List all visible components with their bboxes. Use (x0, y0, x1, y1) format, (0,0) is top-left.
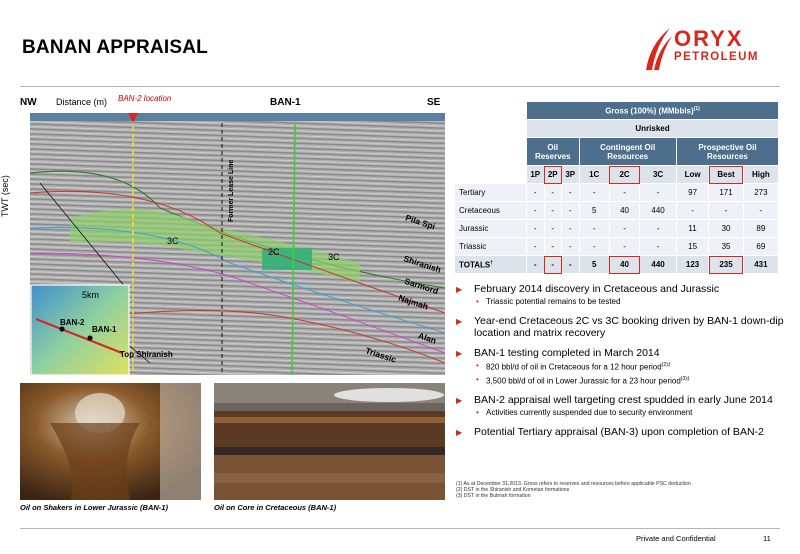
table-row: Tertiary - - - - - - 97 171 273 (455, 184, 779, 202)
page-title: BANAN APPRAISAL (22, 37, 208, 58)
inset-ban1-label: BAN-1 (92, 325, 117, 334)
horizon-shiranish: Shiranish (402, 253, 443, 275)
zone-3c-left: 3C (167, 236, 179, 246)
horizon-pila-spi: Pila Spi (404, 212, 437, 232)
lease-line-label: Former Lease Line (228, 159, 235, 222)
col-high: High (743, 166, 778, 184)
zone-3c-right: 3C (328, 252, 340, 262)
col-3p: 3P (562, 166, 580, 184)
col-low: Low (676, 166, 708, 184)
inset-scale-label: 5km (82, 290, 100, 300)
sub-bullet-suspended: • Activities currently suspended due to security environment (456, 407, 786, 418)
bullet-booking: ▶ Year-end Cretaceous 2C vs 3C booking driven by BAN-1 down-dip location and matrix recovery (456, 315, 786, 339)
horizon-najmah: Najmah (397, 292, 430, 312)
confidentiality-label: Private and Confidential (636, 534, 716, 543)
inset-ban2-label: BAN-2 (60, 318, 85, 327)
bullet-ban2: ▶ BAN-2 appraisal well targeting crest spudded in early June 2014 (456, 394, 786, 406)
seismic-nw-label: NW (20, 97, 37, 108)
zone-2c: 2C (268, 247, 280, 257)
top-shiranish-label: Top Shiranish (120, 350, 173, 359)
table-title: Gross (100%) (MMbbls)$^{(1)}$ (527, 102, 779, 120)
oryx-horns-icon (640, 26, 674, 72)
col-best: Best (709, 166, 743, 184)
table-row: Jurassic - - - - - - 11 30 89 (455, 220, 779, 238)
col-1p: 1P (527, 166, 545, 184)
table-row: Cretaceous - - - 5 40 440 - - - (455, 202, 779, 220)
group-contingent: Contingent Oil Resources (579, 138, 676, 166)
footer-divider (20, 528, 780, 529)
seismic-ban1-label: BAN-1 (270, 97, 301, 108)
page-number: 11 (763, 534, 771, 543)
table-unrisked: Unrisked (527, 120, 779, 138)
sub-bullet-jurassic-test: • 3,500 bbl/d of oil in Lower Jurassic for a 23 hour period$^{(3)\ddagger}$ (456, 374, 786, 387)
col-3c: 3C (640, 166, 677, 184)
seismic-ban2-location-label: BAN-2 location (118, 94, 172, 103)
key-points-list (456, 283, 786, 439)
seismic-section (0, 94, 445, 375)
resources-table (454, 101, 779, 274)
logo-word-oryx: ORYX (674, 26, 744, 51)
group-oil-reserves: Oil Reserves (527, 138, 580, 166)
horizon-triassic: Triassic (364, 345, 398, 365)
footnotes (456, 481, 691, 500)
col-2c: 2C (609, 166, 639, 184)
seismic-image (30, 113, 445, 375)
caption-photo-shakers: Oil on Shakers in Lower Jurassic (BAN-1) (20, 503, 168, 512)
col-2p: 2P (544, 166, 562, 184)
photo-oil-on-core (214, 383, 445, 500)
logo-word-petroleum: PETROLEUM (674, 51, 759, 63)
footnote-3: (3) DST in the Butmah formation (456, 493, 531, 500)
group-prospective: Prospective Oil Resources (676, 138, 778, 166)
photo-oil-on-shakers (20, 383, 201, 500)
col-1c: 1C (579, 166, 609, 184)
caption-photo-core: Oil on Core in Cretaceous (BAN-1) (214, 503, 337, 512)
seismic-distance-label: Distance (m) (56, 97, 108, 107)
table-totals-row: TOTALS† - - - 5 40 440 123 235 431 (455, 256, 779, 274)
bullet-discovery: ▶ February 2014 discovery in Cretaceous and Jurassic (456, 283, 786, 295)
footnote-1: (1) As at December 31,2013. Gross refers to reserves and resources before applicable PSC deduction (456, 481, 691, 487)
footnote-2: (2) DST in the Shiranish and Kometan formations (456, 487, 570, 494)
horizon-alan: Alan (416, 330, 438, 346)
bullet-testing: ▶ BAN-1 testing completed in March 2014 (456, 347, 786, 359)
bullet-ban3: ▶ Potential Tertiary appraisal (BAN-3) upon completion of BAN-2 (456, 426, 786, 438)
table-row: Triassic - - - - - - 15 35 69 (455, 238, 779, 256)
sub-bullet-triassic: • Triassic potential remains to be tested (456, 296, 786, 307)
horizon-sarmord: Sarmord (403, 275, 440, 297)
sub-bullet-cretaceous-test: • 820 bbl/d of oil in Cretaceous for a 12 hour period$^{(2)\ddagger}$ (456, 360, 786, 373)
twt-axis-label: TWT (sec) (0, 175, 10, 217)
seismic-se-label: SE (427, 97, 441, 108)
oryx-logo (640, 24, 780, 74)
title-divider (20, 86, 780, 87)
